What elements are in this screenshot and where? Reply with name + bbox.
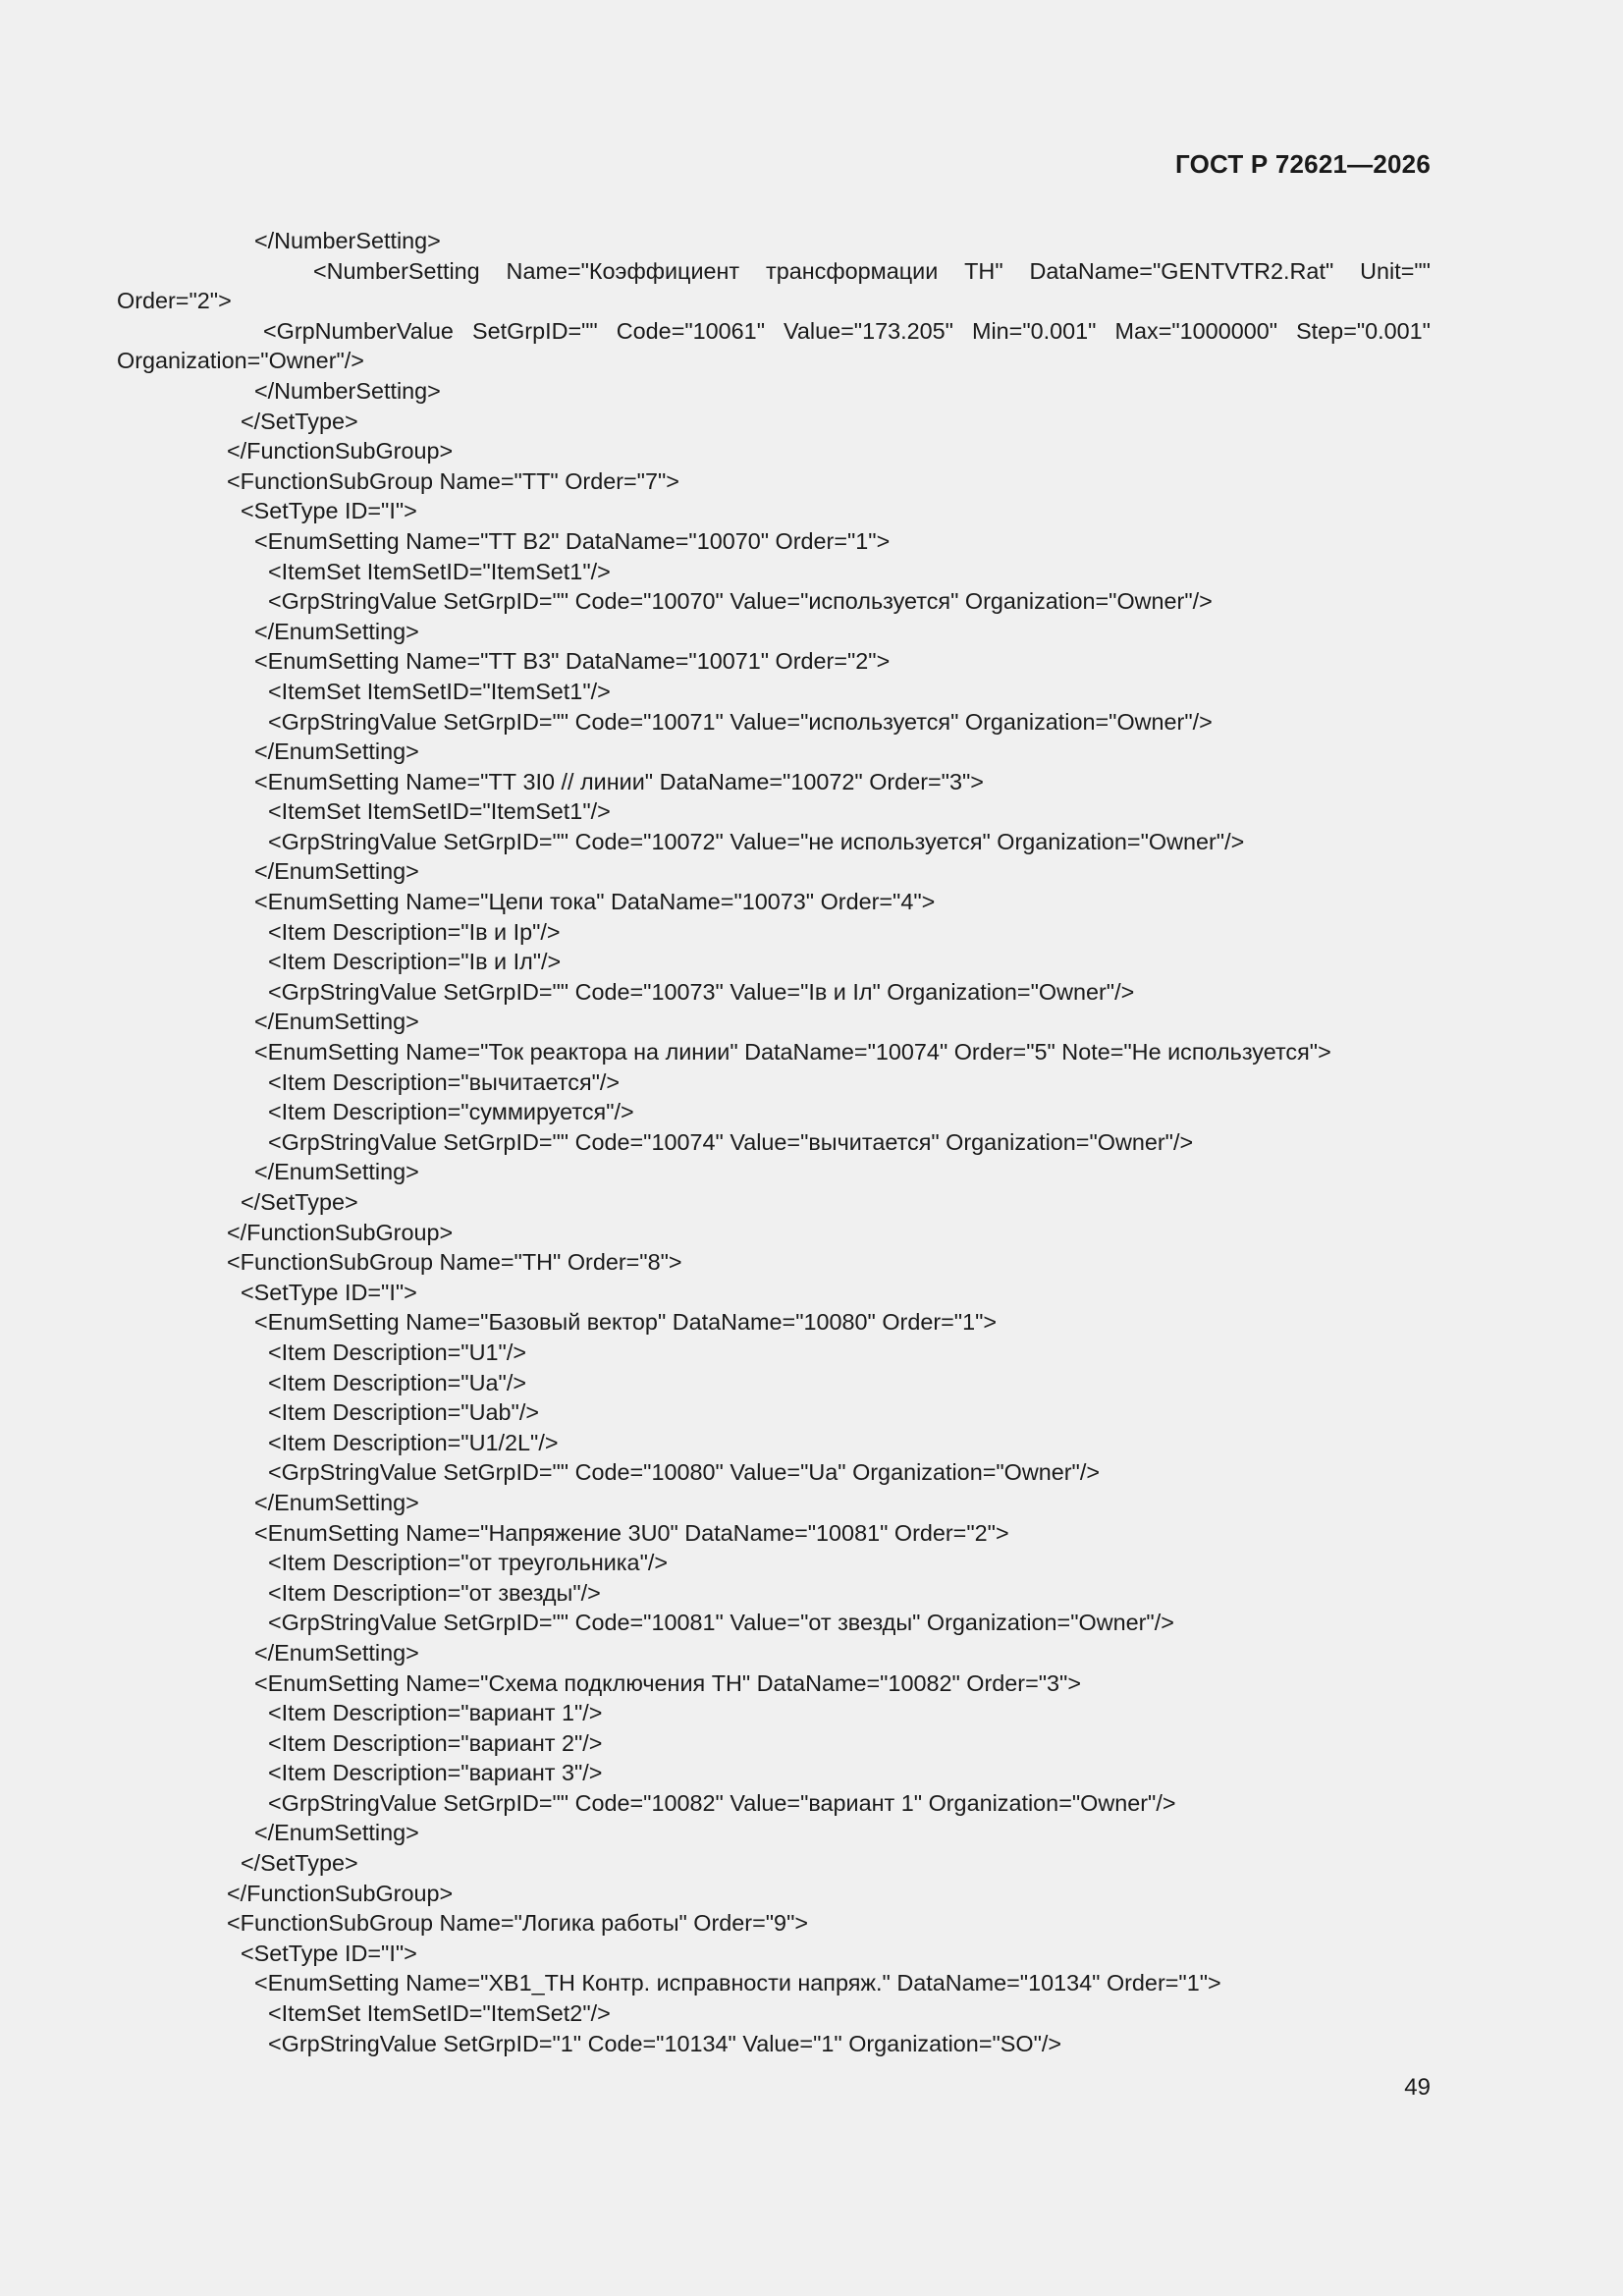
code-line: <GrpStringValue SetGrpID="1" Code="10134" Value="1" Organization="SO"/>: [268, 2030, 1062, 2056]
xml-listing: [117, 226, 1431, 2058]
code-line: <EnumSetting Name="XB1_ТН Контр. исправности напряж." DataName="10134" Order="1">: [254, 1970, 1221, 1996]
code-line: </EnumSetting>: [254, 738, 419, 765]
code-line: <ItemSet ItemSetID="ItemSet1"/>: [268, 558, 611, 584]
code-line: <EnumSetting Name="Базовый вектор" DataName="10080" Order="1">: [254, 1309, 998, 1336]
code-line: <NumberSetting Name="Коэффициент трансформации ТН" DataName="GENTVTR2.Rat" Unit="": [313, 257, 1431, 284]
code-line: <GrpStringValue SetGrpID="" Code="10074" Value="вычитается" Organization="Owner"/>: [268, 1128, 1194, 1155]
code-line: <ItemSet ItemSetID="ItemSet2"/>: [268, 2000, 611, 2027]
code-line: <EnumSetting Name="ТТ В2" DataName="10070" Order="1">: [254, 527, 891, 554]
code-line: <Item Description="Uab"/>: [268, 1399, 539, 1426]
code-line: </EnumSetting>: [254, 618, 419, 644]
code-line: </FunctionSubGroup>: [227, 1880, 454, 1906]
code-line: </FunctionSubGroup>: [227, 438, 454, 465]
code-line: </NumberSetting>: [254, 377, 441, 404]
code-line: <EnumSetting Name="ТТ В3" DataName="10071" Order="2">: [254, 648, 891, 675]
code-line: </EnumSetting>: [254, 858, 419, 885]
code-line: <GrpNumberValue SetGrpID="" Code="10061" Value="173.205" Min="0.001" Max="1000000" Step="0.001": [263, 317, 1431, 344]
code-line: </SetType>: [241, 1189, 358, 1215]
code-line: </EnumSetting>: [254, 1009, 419, 1035]
code-line: </EnumSetting>: [254, 1639, 419, 1666]
code-line: <FunctionSubGroup Name="Логика работы" Order="9">: [227, 1910, 809, 1937]
code-line: Organization="Owner"/>: [117, 348, 364, 374]
code-line: <Item Description="вычитается"/>: [268, 1068, 621, 1095]
code-line: <FunctionSubGroup Name="ТТ" Order="7">: [227, 467, 679, 494]
code-line: <GrpStringValue SetGrpID="" Code="10080" Value="Ua" Organization="Owner"/>: [268, 1459, 1101, 1486]
code-line: </SetType>: [241, 408, 358, 434]
code-line: <Item Description="Ua"/>: [268, 1369, 526, 1395]
code-line: </EnumSetting>: [254, 1489, 419, 1515]
code-line: <ItemSet ItemSetID="ItemSet1"/>: [268, 678, 611, 704]
code-line: <Item Description="U1"/>: [268, 1339, 526, 1365]
code-line: </EnumSetting>: [254, 1820, 419, 1846]
code-line: <EnumSetting Name="ТТ 3I0 // линии" DataName="10072" Order="3">: [254, 768, 984, 794]
code-line: <EnumSetting Name="Цепи тока" DataName="10073" Order="4">: [254, 889, 936, 915]
code-line: <GrpStringValue SetGrpID="" Code="10081" Value="от звезды" Organization="Owner"/>: [268, 1610, 1174, 1636]
code-line: <GrpStringValue SetGrpID="" Code="10072" Value="не используется" Organization="Owner"/>: [268, 828, 1245, 854]
code-line: <SetType ID="I">: [241, 498, 417, 524]
code-line: </NumberSetting>: [254, 228, 441, 253]
code-line: <Item Description="Iв и Iр"/>: [268, 918, 561, 945]
code-line: <Item Description="от треугольника"/>: [268, 1550, 669, 1576]
code-line: <Item Description="вариант 1"/>: [268, 1700, 603, 1726]
code-line: <Item Description="вариант 2"/>: [268, 1729, 603, 1756]
standard-header: ГОСТ Р 72621—2026: [1175, 149, 1431, 179]
code-line: <Item Description="U1/2L"/>: [268, 1429, 559, 1455]
code-line: <SetType ID="I">: [241, 1279, 417, 1305]
code-line: <Item Description="суммируется"/>: [268, 1099, 634, 1125]
code-line: <EnumSetting Name="Схема подключения ТН" DataName="10082" Order="3">: [254, 1669, 1082, 1696]
code-line: <Item Description="от звезды"/>: [268, 1579, 601, 1606]
code-line: <SetType ID="I">: [241, 1940, 417, 1966]
code-line: Order="2">: [117, 288, 232, 314]
code-line: <GrpStringValue SetGrpID="" Code="10082" Value="вариант 1" Organization="Owner"/>: [268, 1789, 1176, 1816]
code-line: <EnumSetting Name="Напряжение 3U0" DataName="10081" Order="2">: [254, 1519, 1009, 1546]
code-line: </EnumSetting>: [254, 1159, 419, 1185]
code-line: <EnumSetting Name="Ток реактора на линии" DataName="10074" Order="5" Note="Не используется">: [254, 1039, 1331, 1066]
code-line: <Item Description="вариант 3"/>: [268, 1760, 603, 1786]
code-line: <GrpStringValue SetGrpID="" Code="10073" Value="Iв и Iл" Organization="Owner"/>: [268, 978, 1135, 1005]
page-number: 49: [1404, 2074, 1431, 2101]
code-line: </FunctionSubGroup>: [227, 1219, 454, 1245]
code-line: <GrpStringValue SetGrpID="" Code="10070" Value="используется" Organization="Owner"/>: [268, 588, 1213, 615]
code-line: <FunctionSubGroup Name="ТН" Order="8">: [227, 1249, 682, 1276]
code-line: </SetType>: [241, 1850, 358, 1877]
code-line: <GrpStringValue SetGrpID="" Code="10071" Value="используется" Organization="Owner"/>: [268, 708, 1213, 735]
code-line: <Item Description="Iв и Iл"/>: [268, 949, 562, 975]
code-line: <ItemSet ItemSetID="ItemSet1"/>: [268, 798, 611, 825]
